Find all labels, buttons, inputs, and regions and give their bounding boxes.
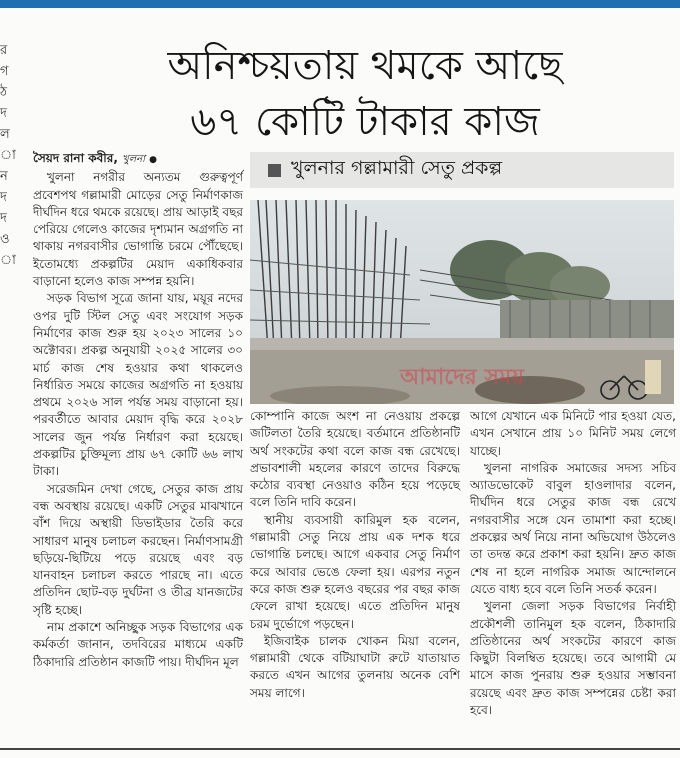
paragraph: কোম্পানি কাজে অংশ না নেওয়ায় প্রকল্পে জটিলতা তৈরি হয়েছে। বর্তমানে প্রতিষ্ঠানটি অর্থ সংকটের কথা বলে কাজ বন্ধ রেখেছে। প্রভাবশালী মহলের কারণে তাদের বিরুদ্ধে কঠোর ব্যবস্থা নেওয়াও কঠিন হয়ে পড়েছে বলে তিনি দাবি করেন। [250, 409, 460, 510]
article-column-1 [33, 150, 243, 671]
article-column-2 [250, 408, 460, 702]
headline-line-1: অনিশ্চয়তায় থমকে আছে [167, 43, 563, 89]
paragraph: স্থানীয় ব্যবসায়ী কারিমুল হক বলেন, গল্লামারী সেতু নিয়ে প্রায় এক দশক ধরে ভোগান্তি চলছে। আগে একবার সেতু নির্মাণ করে আবার ভেঙে ফেলা হয়। এরপর নতুন করে কাজ শুরু হলেও বছরের পর বছর কাজ ফেলে রাখা হয়েছে। এতে প্রতিদিন মানুষ চরম দুর্ভোগে পড়ছেন। [250, 512, 460, 631]
edge-char: দ [0, 190, 7, 205]
headline [90, 38, 640, 150]
subheadline-banner [250, 152, 674, 188]
paragraph: নাম প্রকাশে অনিচ্ছুক সড়ক বিভাগের এক কর্মকর্তা জানান, তদবিরের মাধ্যমে একটি ঠিকাদারি প্রতিষ্ঠান কাজটি পায়। দীর্ঘদিন মূল [33, 620, 243, 669]
paragraph: খুলনা নগরীর অন্যতম গুরুত্বপূর্ণ প্রবেশপথ গল্লামারী মোড়ের সেতু নির্মাণকাজ দীর্ঘদিন ধরে থমকে রয়েছে। প্রায় আড়াই বছর পেরিয়ে গেলেও কাজের দৃশ্যমান অগ্রগতি না থাকায় নগরবাসীর ভোগান্তি চরমে পৌঁছেছে। ইতোমধ্যে প্রকল্পটির মেয়াদ একাধিকবার বাড়ানো হলেও কাজ সম্পন্ন হয়নি। [33, 170, 243, 289]
paragraph: ইজিবাইক চালক খোকন মিয়া বলেন, গল্লামারী থেকে বটিয়াঘাটা রুটে যাতায়াত করতে এখন আগের তুলনায় অনেক বেশি সময় লাগে। [250, 633, 460, 700]
bullet-icon: ● [149, 155, 158, 165]
edge-char: ল [0, 127, 10, 142]
paragraph: খুলনা নাগরিক সমাজের সদস্য সচিব অ্যাডভোকেট বাবুল হাওলাদার বলেন, দীর্ঘদিন ধরে সেতুর কাজ বন্ধ রেখে নগরবাসীর সঙ্গে যেন তামাশা করা হচ্ছে। প্রকল্পের অর্থ নিয়ে নানা অভিযোগ উঠলেও তা তদন্ত করে প্রকাশ করা হয়নি। দ্রুত কাজ শেষ না হলে নাগরিক সমাজ আন্দোলনে যেতে বাধ্য হবে বলে তিনি সতর্ক করেন। [470, 460, 676, 596]
author-name: সৈয়দ রানা কবীর, [33, 151, 118, 165]
byline [33, 150, 243, 169]
paragraph: খুলনা জেলা সড়ক বিভাগের নির্বাহী প্রকৌশলী তানিমুল হক বলেন, ঠিকাদারি প্রতিষ্ঠানের অর্থ সংকটের কারণে কাজ কিছুটা বিলম্বিত হয়েছে। তবে আগামী মে মাসে কাজ পুনরায় শুরু হওয়ার সম্ভাবনা রয়েছে এবং দ্রুত কাজ সম্পন্নের চেষ্টা করা হবে। [470, 599, 676, 718]
adjacent-column-fragment [0, 40, 16, 271]
edge-char: দ [0, 106, 7, 121]
subheadline-text: খুলনার গল্লামারী সেতু প্রকল্প [291, 157, 503, 179]
headline-line-2: ৬৭ কোটি টাকার কাজ [190, 99, 540, 145]
square-bullet-icon [268, 164, 281, 177]
bridge-construction-photo [250, 200, 674, 404]
edge-char: দ [0, 211, 7, 226]
paragraph: আগে যেখানে এক মিনিটে পার হওয়া যেত, এখন সেখানে প্রায় ১০ মিনিট সময় লেগে যাচ্ছে। [470, 409, 676, 458]
edge-char: া [0, 148, 16, 163]
top-color-bar [0, 0, 680, 8]
edge-char: ও [0, 232, 10, 247]
edge-char: ন [0, 169, 8, 184]
edge-char: ঠ [0, 85, 7, 100]
edge-char: র [0, 43, 8, 58]
paragraph: সরেজমিন দেখা গেছে, সেতুর কাজ প্রায় বন্ধ অবস্থায় রয়েছে। একটি সেতুর মাঝখানে বাঁশ দিয়ে অস্থায়ী ডিভাইডার তৈরি করে সাধারণ মানুষ চলাচল করছেন। নির্মাণসামগ্রী ছড়িয়ে-ছিটিয়ে পড়ে রয়েছে এবং বড় যানবাহন চলাচল করতে পারছে না। এতে প্রতিদিন ছোট-বড় দুর্ঘটনা ও তীব্র যানজটের সৃষ্টি হচ্ছে। [33, 481, 243, 617]
photo-watermark: আমাদের সময় [400, 365, 525, 390]
edge-char: া [0, 253, 16, 268]
bottom-rule [0, 748, 680, 750]
article-column-3 [470, 408, 676, 719]
paragraph: সড়ক বিভাগ সূত্রে জানা যায়, ময়ূর নদের ওপর দুটি স্টিল সেতু এবং সংযোগ সড়ক নির্মাণের কাজ শুরু হয় ২০২৩ সালের ১০ অক্টোবর। প্রকল্প অনুযায়ী ২০২৫ সালের ৩০ মার্চ কাজ শেষ হওয়ার কথা থাকলেও নির্ধারিত সময়ে কাজের অগ্রগতি না হওয়ায় প্রথমে ২০২৬ সাল পর্যন্ত সময় বাড়ানো হয়। পরবর্তীতে আবার মেয়াদ বৃদ্ধি করে ২০২৮ সালের জুন পর্যন্ত নির্ধারণ করা হয়েছে। প্রকল্পটির চুক্তিমূল্য প্রায় ৬৭ কোটি ৬৬ লাখ টাকা। [33, 291, 243, 479]
byline-place: খুলনা [122, 154, 145, 165]
edge-char: গ [0, 64, 9, 79]
